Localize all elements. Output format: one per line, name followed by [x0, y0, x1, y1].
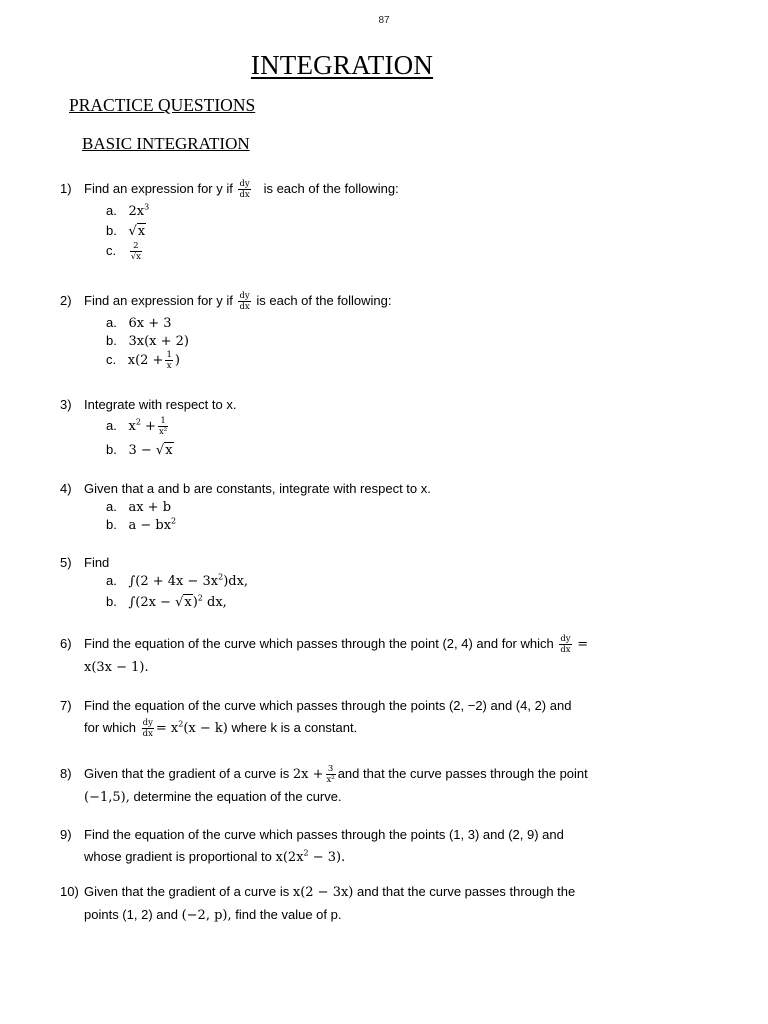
question-4 — [60, 478, 640, 500]
question-3 — [60, 394, 640, 416]
sub-letter: c. — [106, 352, 117, 367]
expression: $x^2$ + $\frac{1}{\text{x²}}$ — [128, 416, 168, 437]
expression: $\int(2x - √x)^2$ dx, — [128, 593, 227, 610]
question-number: 4) — [60, 481, 72, 496]
expression: $x(2x^2 - 3)$. — [275, 848, 346, 865]
question-8: 8) Given that the gradient of a curve is 2x + $\frac{3}{\text{x²}}$ and that the curve passes through the point (−1,5), determine the equation of the curve. — [60, 764, 588, 805]
expression: $2x^3$ — [128, 202, 150, 219]
sub-letter: a. — [106, 203, 117, 218]
question-number: 3) — [60, 397, 72, 412]
question-text: Find the equation of the curve which passes through the points (1, 3) and (2, 9) and — [84, 827, 564, 842]
question-number: 1) — [60, 181, 72, 196]
sub-question-5b — [106, 594, 227, 610]
question-text: is each of the following: — [263, 181, 399, 196]
expression: $a - bx^2$ — [128, 516, 177, 533]
question-text: Given that a and b are constants, integrate with respect to x. — [84, 481, 431, 496]
sub-letter: b. — [106, 517, 117, 532]
sub-question-5a — [106, 573, 248, 589]
sub-letter: b. — [106, 594, 117, 609]
question-number: 5) — [60, 555, 72, 570]
question-10: 10) Given that the gradient of a curve is x(2 − 3x) and that the curve passes through the points (1, 2) and (−2, p), find the value of p. — [60, 881, 640, 927]
expression: 6x + 3 — [128, 316, 172, 331]
expression: 2x + $\frac{3}{\text{x²}}$ — [292, 764, 335, 785]
expression: $\int(2 + 4x - 3x^2)dx$, — [128, 572, 249, 589]
subsection-title: BASIC INTEGRATION — [82, 134, 250, 153]
expression: x(2 − 3x) — [292, 885, 354, 900]
expression: x(3x − 1). — [84, 660, 149, 675]
expression: (−2, p), — [181, 908, 232, 923]
question-1 — [60, 178, 640, 200]
page-number: 87 — [378, 15, 390, 26]
sub-question-2c — [106, 350, 180, 371]
question-number: 6) — [60, 636, 72, 651]
question-7: 7) Find the equation of the curve which passes through the points (2, −2) and (4, 2) and for which $\frac{dy}{dx}$ = $x^2(x - k)$ where k is a constant. — [60, 695, 640, 740]
sub-question-2a — [106, 315, 172, 331]
page-title: INTEGRATION — [250, 50, 434, 80]
sub-question-4a — [106, 499, 171, 515]
dy-dx-fraction: $\frac{dy}{dx}$ — [560, 634, 571, 656]
sub-letter: a. — [106, 315, 117, 330]
sub-question-1b — [106, 223, 146, 239]
dy-dx-fraction: $\frac{dy}{dx}$ — [142, 718, 153, 740]
question-9: 9) Find the equation of the curve which passes through the points (1, 3) and (2, 9) and whose gradient is proportional to $x(2x^2 - 3)$. — [60, 824, 640, 869]
expression: 3x(x + 2) — [128, 334, 189, 349]
sub-question-1a — [106, 203, 149, 219]
sub-letter: a. — [106, 499, 117, 514]
sub-letter: b. — [106, 442, 117, 457]
question-text: Find an expression for y if — [84, 181, 233, 196]
question-text: Find the equation of the curve which passes through the points (2, −2) and (4, 2) and — [84, 698, 572, 713]
expression: 3 − √x — [128, 443, 173, 458]
question-text: Find — [84, 555, 110, 570]
expression: √x — [128, 224, 146, 239]
sub-question-3b — [106, 442, 174, 458]
question-text: Find an expression for y if — [84, 293, 233, 308]
question-text: Find the equation of the curve which passes through the point (2, 4) and for which — [84, 636, 554, 651]
question-2 — [60, 290, 640, 312]
sub-letter: b. — [106, 223, 117, 238]
sub-letter: a. — [106, 573, 117, 588]
question-number: 9) — [60, 827, 72, 842]
question-text: Integrate with respect to x. — [84, 397, 237, 412]
sub-question-3a — [106, 416, 170, 437]
dy-dx-fraction: $\frac{dy}{dx}$ — [239, 179, 250, 201]
sub-question-4b — [106, 517, 176, 533]
sub-question-1c — [106, 241, 144, 262]
question-text: is each of the following: — [256, 293, 392, 308]
expression: x(2 + $\frac{1}{x}$ ) — [127, 350, 180, 371]
dy-dx-fraction: $\frac{dy}{dx}$ — [239, 291, 250, 313]
question-number: 10) — [60, 884, 79, 899]
expression: ax + b — [128, 500, 172, 515]
sub-letter: a. — [106, 418, 117, 433]
sub-question-2b — [106, 333, 189, 349]
expression: $\frac{2}{√x}$ — [130, 241, 141, 262]
sub-letter: c. — [106, 242, 117, 258]
section-title: PRACTICE QUESTIONS — [69, 95, 256, 115]
question-6: 6) Find the equation of the curve which passes through the point (2, 4) and for which $\frac{dy}{dx}$ = x(3x − 1). — [60, 634, 589, 675]
question-5 — [60, 552, 640, 574]
expression: = $x^2(x - k)$ — [155, 719, 228, 736]
question-number: 8) — [60, 766, 72, 781]
sub-letter: b. — [106, 333, 117, 348]
question-number: 2) — [60, 293, 72, 308]
question-number: 7) — [60, 698, 72, 713]
